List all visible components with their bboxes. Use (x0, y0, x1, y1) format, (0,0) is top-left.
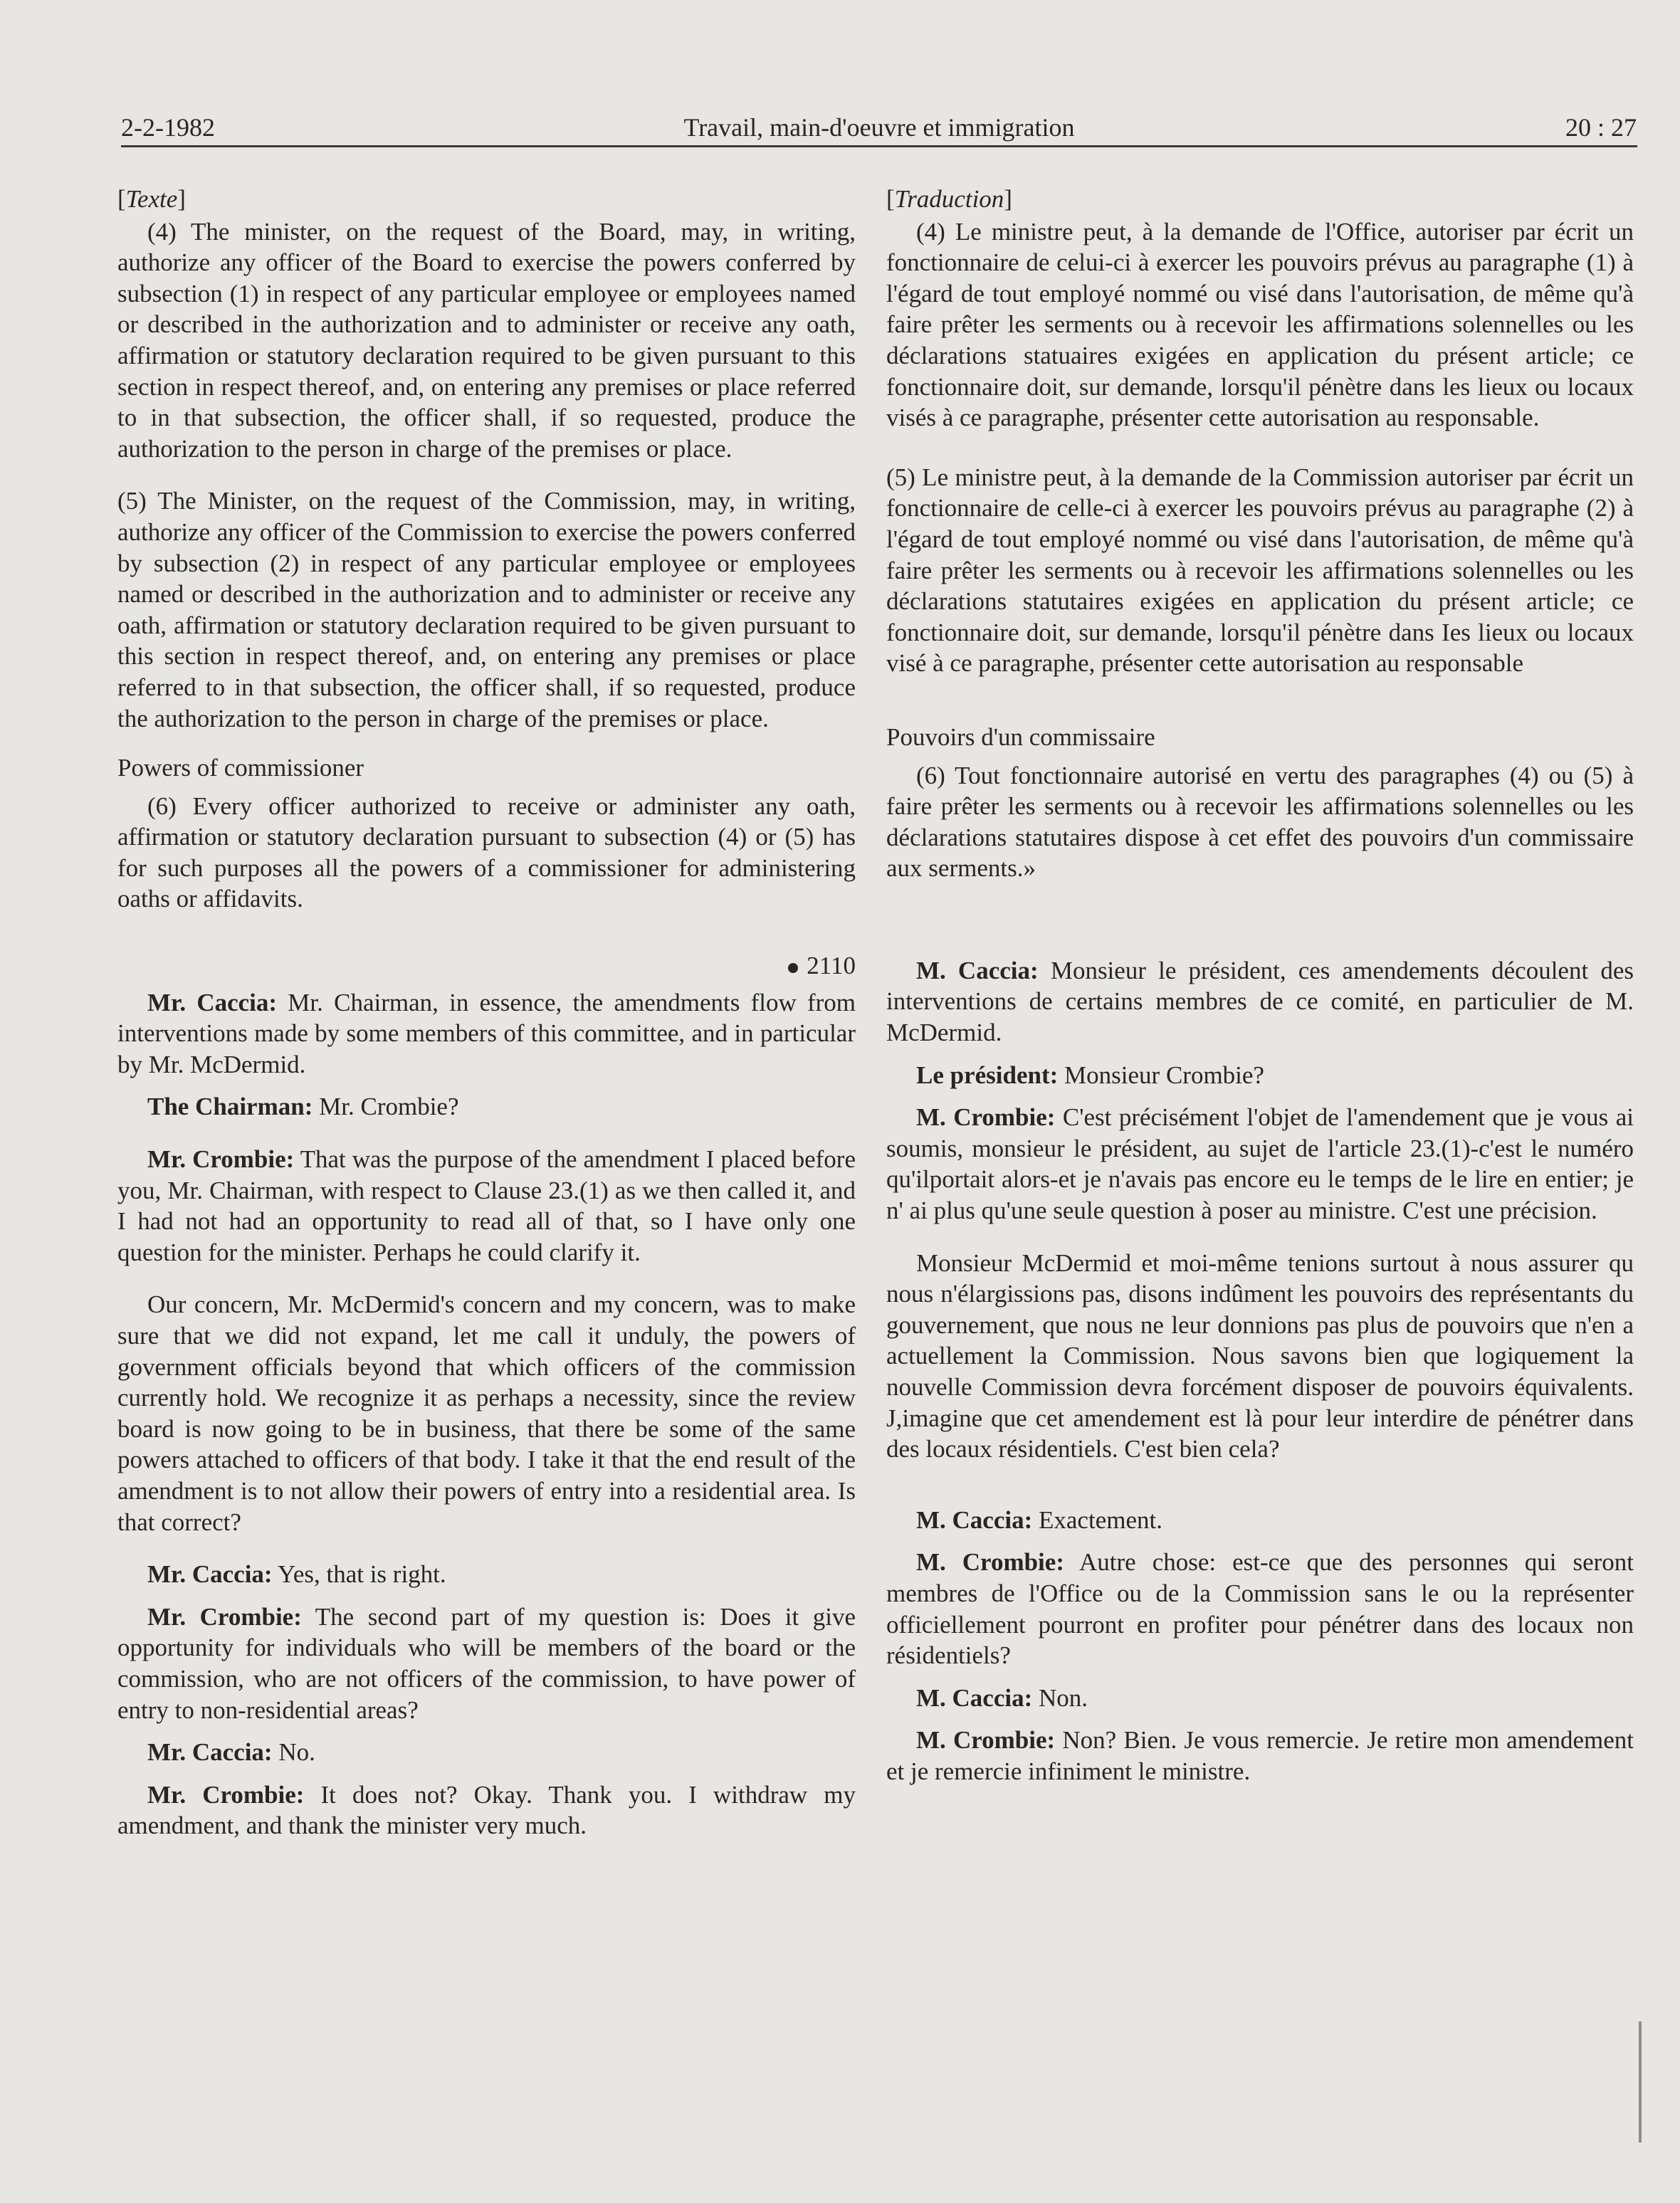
speaker-name: M. Caccia: (916, 1683, 1033, 1712)
dialogue-crombie-2: Monsieur McDermid et moi-même tenions surtout à nous assurer qu nous n'élargissions pas, disons indûment les pouvoirs des représentants du gouvernement, que nous ne leur donnions pas plus de pouvoirs que n'en a actuellement la Commission. Nous savons bien que logiquement la nouvelle Commission devra forcément disposer de pouvoirs équivalents. J,imagine que cet amendement est là pour leur interdire de pénétrer dans des locaux résidentiels. C'est bien cela? (886, 1248, 1634, 1463)
french-column (886, 184, 1634, 1787)
speaker-name: Mr. Crombie: (147, 1602, 302, 1631)
subsection-6: (6) Tout fonctionnaire autorisé en vertu des paragraphes (4) ou (5) à faire prêter les serments ou à recevoir les affirmations solennelles ou les déclarations statutaires dispose à cet effet des pouvoirs d'un commissaire aux serments.» (886, 761, 1634, 883)
speech-text: Mr. Crombie? (313, 1093, 459, 1121)
marginal-heading: Pouvoirs d'un commissaire (886, 722, 1155, 751)
speaker-name: Le président: (916, 1061, 1059, 1089)
dialogue-caccia-2 (886, 1505, 1634, 1536)
speaker-name: M. Caccia: (916, 1505, 1033, 1534)
dialogue-caccia-3 (886, 1683, 1634, 1714)
speech-text: Monsieur le président, ces amendements découlent des interventions de certains membres de ce comité, en particulier de M. McDermid. (886, 956, 1634, 1047)
speech-text: Yes, that is right. (272, 1560, 446, 1589)
header-page-number: 20 : 27 (1565, 113, 1637, 142)
dialogue-crombie-3 (117, 1602, 856, 1725)
dialogue-crombie-1 (117, 1144, 856, 1268)
speaker-name: M. Crombie: (916, 1103, 1056, 1132)
subsection-4: (4) Le ministre peut, à la demande de l'Office, autoriser par écrit un fonctionnaire de celui-ci à exercer les pouvoirs prévus au paragraphe (1) à l'égard de tout employé nommé ou visé dans l'autorisation, de même qu'à faire prêter les serments ou à recevoir les affirmations solennelles ou les déclarations statuaires exigées en application du présent article; ce fonctionnaire doit, sur demande, lorsqu'il pénètre dans les lieux ou locaux visés à ce paragraphe, présenter cette autorisation au responsable. (886, 217, 1634, 432)
dialogue-crombie-1 (886, 1102, 1634, 1226)
speech-text: No. (272, 1738, 315, 1767)
speech-text: C'est précisément l'objet de l'amendement que je vous ai soumis, monsieur le président, au sujet de l'article 23.(1)-c'est le numéro qu'ilportait alors-et je n'avais pas encore eu le temps de le lire en entier; je n' ai plus qu'une seule question à poser au ministre. C'est une précision. (886, 1103, 1634, 1225)
header-date: 2-2-1982 (121, 113, 215, 142)
dialogue-caccia-2 (117, 1559, 856, 1590)
speech-text: The second part of my question is: Does it give opportunity for individuals who will be members of the board or the commission, who are not officers of the commission, to have power of entry to non-residential areas? (117, 1602, 856, 1724)
english-column (117, 184, 856, 1841)
section-label: [Texte] (117, 185, 186, 213)
speech-text: Non. (1032, 1683, 1088, 1712)
speaker-name: M. Crombie: (916, 1726, 1056, 1755)
bullet-icon (788, 963, 798, 973)
speaker-name: M. Crombie: (916, 1548, 1064, 1577)
page-edge-mark (1639, 2021, 1642, 2142)
subsection-4: (4) The minister, on the request of the Board, may, in writing, authorize any officer of the Board to exercise the powers conferred by subsection (1) in respect of any particular employee or employees named or described in the authorization and to administer or receive any oath, affirmation or statutory declaration required to be given pursuant to this section in respect thereof, and, on entering any premises or place referred to in that subsection, the officer shall, if so requested, produce the authorization to the person in charge of the premises or place. (117, 217, 856, 463)
speech-text: Exactement. (1032, 1505, 1162, 1534)
section-label-text: Texte (125, 185, 178, 213)
time-tag-text: 2110 (807, 952, 856, 980)
speech-text: Autre chose: est-ce que des personnes qui seront membres de l'Office ou de la Commission sans le ou la représenter officiellement pourront en profiter pour pénétrer dans des locaux non résidentiels? (886, 1548, 1634, 1670)
dialogue-caccia-1 (886, 955, 1634, 1048)
section-label: [Traduction] (886, 185, 1012, 213)
dialogue-caccia-3 (117, 1737, 856, 1768)
speaker-name: Mr. Crombie: (147, 1145, 295, 1174)
speech-text: That was the purpose of the amendment I placed before you, Mr. Chairman, with respect to Clause 23.(1) as we then called it, and I had not had an opportunity to read all of that, so I have only one question for the minister. Perhaps he could clarify it. (117, 1145, 856, 1266)
dialogue-chairman (886, 1060, 1634, 1091)
speaker-name: M. Caccia: (916, 956, 1039, 984)
speech-text: It does not? Okay. Thank you. I withdraw my amendment, and thank the minister very much. (117, 1780, 856, 1840)
speech-text: Monsieur Crombie? (1058, 1061, 1264, 1089)
subsection-6: (6) Every officer authorized to receive or administer any oath, affirmation or statutory declaration pursuant to subsection (4) or (5) has for such purposes all the powers of a commissioner for administering oaths or affidavits. (117, 792, 856, 913)
marginal-heading: Powers of commissioner (117, 754, 364, 782)
speaker-name: Mr. Crombie: (147, 1780, 305, 1809)
dialogue-crombie-4 (886, 1725, 1634, 1787)
header-title: Travail, main-d'oeuvre et immigration (683, 113, 1075, 142)
subsection-5: (5) The Minister, on the request of the Commission, may, in writing, authorize any officer of the Commission to exercise the powers conferred by subsection (2) in respect of any particular employee or employees named or described in the authorization and to administer or receive any oath, affirmation or statutory declaration required to be given pursuant to this section in respect thereof, and, on entering any premises or place referred to in that subsection, the officer shall, if so requested, produce the authorization to the person in charge of the premises or place. (117, 487, 856, 732)
subsection-5: (5) Le ministre peut, à la demande de la Commission autoriser par écrit un fonctionnaire de celle-ci à exercer les pouvoirs prévus au paragraphe (2) à l'égard de tout employé nommé ou visé dans l'autorisation, de même qu'à faire prêter les serments ou à recevoir les affirmations solennelles ou les déclarations statutaires exigées en application du présent article; ce fonctionnaire doit, sur demande, lorsqu'il pénètre dans Ies lieux ou locaux visé à ce paragraphe, présenter cette autorisation au responsable (886, 463, 1634, 678)
dialogue-chairman (117, 1091, 856, 1122)
dialogue-crombie-4 (117, 1779, 856, 1841)
speaker-name: Mr. Caccia: (147, 1560, 273, 1589)
speaker-name: Mr. Caccia: (147, 1738, 273, 1767)
speech-text: Mr. Chairman, in essence, the amendments flow from interventions made by some members of this committee, and in particular by Mr. McDermid. (117, 988, 856, 1078)
dialogue-crombie-3 (886, 1547, 1634, 1671)
dialogue-crombie-2: Our concern, Mr. McDermid's concern and my concern, was to make sure that we did not expand, let me call it unduly, the powers of government officials beyond that which officers of the commission currently hold. We recognize it as perhaps a necessity, since the review board is now going to be in business, that there be some of the same powers attached to officers of that body. I take it that the end result of the amendment is to not allow their powers of entry into a residential area. Is that correct? (117, 1290, 856, 1536)
time-tag (117, 950, 856, 982)
speaker-name: Mr. Caccia: (147, 988, 278, 1016)
header-rule (121, 145, 1637, 147)
speaker-name: The Chairman: (147, 1093, 313, 1121)
dialogue-caccia-1 (117, 987, 856, 1081)
speech-text: Non? Bien. Je vous remercie. Je retire mon amendement et je remercie infiniment le ministre. (886, 1726, 1634, 1785)
section-label-text: Traduction (894, 185, 1004, 213)
